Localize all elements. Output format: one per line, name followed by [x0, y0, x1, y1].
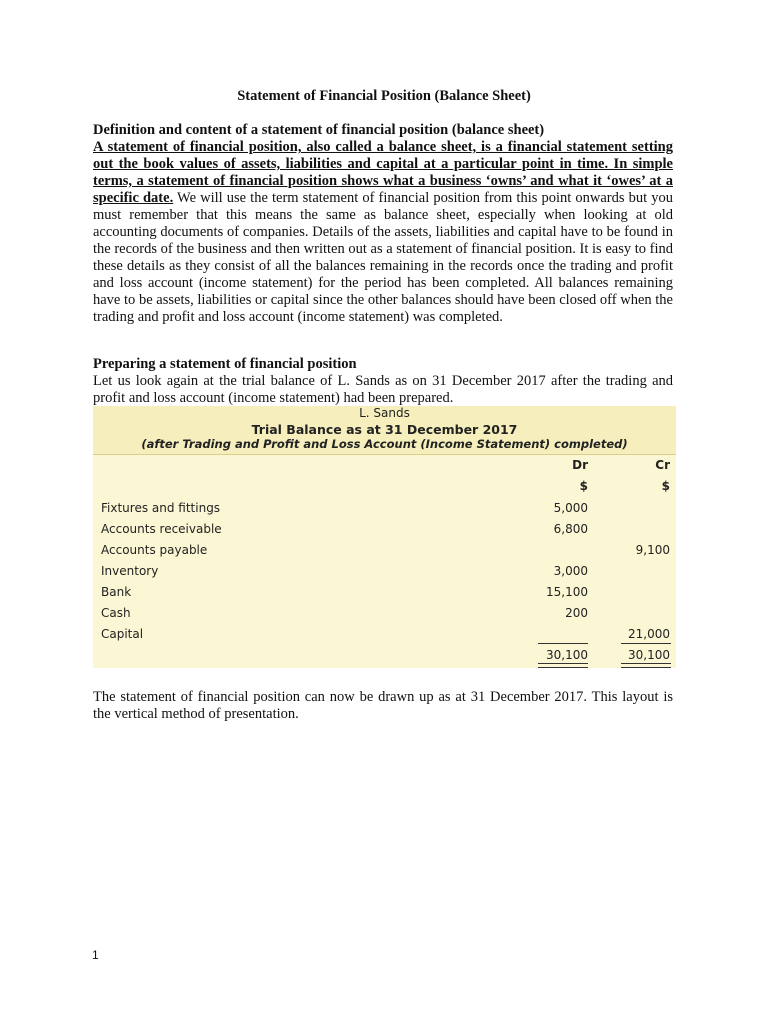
page-number: 1: [92, 948, 99, 962]
definition-emphasis: A statement of financial position, also called a balance sheet, is a financial statement setting out the book values of assets, liabilities and capital at a particular point in time. In simple terms, a statement of financial position shows what a business ‘owns’ and what it ‘owes’ at a specific date.: [93, 139, 673, 206]
row-dr: 5,000: [553, 501, 588, 515]
cr-total: 30,100: [628, 648, 670, 662]
row-label: Capital: [101, 627, 144, 641]
dr-total: 30,100: [546, 648, 588, 662]
row-label: Bank: [101, 585, 132, 599]
row-dr: 15,100: [546, 585, 588, 599]
row-label: Inventory: [101, 564, 159, 578]
row-cr: 9,100: [635, 543, 670, 557]
definition-section: [93, 122, 673, 326]
row-label: Fixtures and fittings: [101, 501, 221, 515]
row-label: Cash: [101, 606, 131, 620]
definition-body: We will use the term statement of financial position from this point onwards but you must remember that this means the same as balance sheet, especially when looking at old accounting documents of companies. Details of the assets, liabilities and capital have to be found in the records of the business and then written out as a statement of financial position. It is easy to find these details as they consist of all the balances remaining in the records once the trading and profit and loss account (income statement) for the period has been completed. All balances remaining have to be assets, liabilities or capital since the other balances should have been closed off when the trading and profit and loss account (income statement) was completed.: [93, 190, 673, 325]
row-dr: 6,800: [553, 522, 588, 536]
dr-double-underline: [538, 663, 588, 668]
row-label: Accounts payable: [101, 543, 208, 557]
preparing-section: [93, 356, 673, 407]
cr-currency: $: [661, 479, 670, 493]
page-title: Statement of Financial Position (Balance Sheet): [237, 88, 531, 104]
trial-balance-table: [93, 406, 676, 668]
dr-total-rule: [538, 643, 588, 644]
header-divider: [93, 454, 676, 455]
preparing-heading: Preparing a statement of financial position: [93, 356, 357, 372]
definition-paragraph: [93, 139, 673, 326]
trial-balance-name: L. Sands: [359, 406, 410, 420]
dr-currency: $: [579, 479, 588, 493]
preparing-paragraph: Let us look again at the trial balance of L. Sands as on 31 December 2017 after the trading and profit and loss account (income statement) had been prepared.: [93, 373, 673, 406]
trial-balance-subtitle: (after Trading and Profit and Loss Account (Income Statement) completed): [141, 437, 628, 451]
dr-column-header: Dr: [572, 458, 588, 472]
row-dr: 200: [565, 606, 588, 620]
row-dr: 3,000: [553, 564, 588, 578]
cr-double-underline: [621, 663, 671, 668]
row-label: Accounts receivable: [101, 522, 222, 536]
row-cr: 21,000: [628, 627, 670, 641]
cr-total-rule: [621, 643, 671, 644]
conclusion-paragraph: The statement of financial position can now be drawn up as at 31 December 2017. This layout is the vertical method of presentation.: [93, 689, 673, 722]
conclusion-section: [93, 689, 673, 723]
trial-balance-header: [93, 406, 676, 454]
trial-balance-title: Trial Balance as at 31 December 2017: [251, 421, 518, 437]
definition-heading: Definition and content of a statement of financial position (balance sheet): [93, 122, 545, 138]
cr-column-header: Cr: [655, 458, 670, 472]
